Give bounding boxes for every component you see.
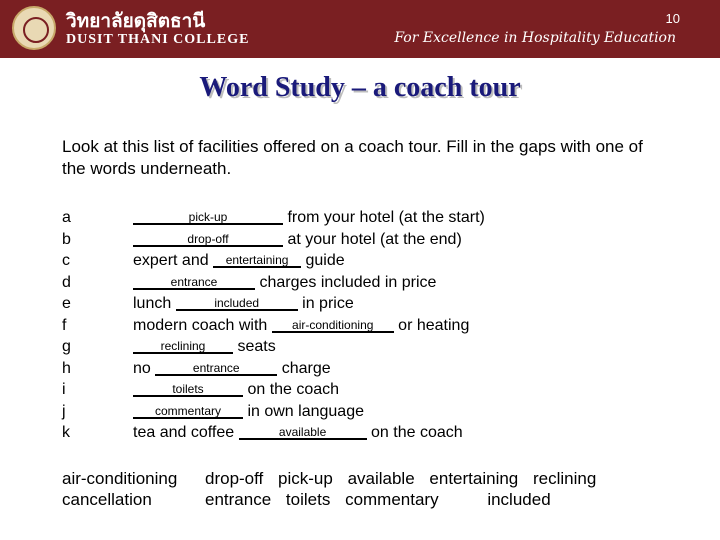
item-letter: g [62, 338, 71, 355]
item-text [133, 250, 345, 272]
header-banner [0, 0, 720, 58]
item-text [133, 336, 276, 358]
answer-text: toilets [172, 382, 204, 396]
answer-blank[interactable] [155, 358, 277, 376]
answer-blank[interactable] [133, 336, 233, 354]
answer-blank[interactable] [239, 422, 367, 440]
answer-text: entrance [170, 274, 218, 289]
answer-text: drop-off [187, 231, 229, 246]
item-after: charges included in price [255, 273, 437, 291]
item-text [133, 229, 462, 251]
answer-blank[interactable] [133, 401, 243, 419]
word-bank-word: entertaining [429, 469, 519, 488]
item-letter: h [62, 359, 71, 377]
instructions: Look at this list of facilities offered on a coach tour. Fill in the gaps with one of the words underneath. [62, 137, 643, 178]
college-name-thai: วิทยาลัยดุสิตธานี [66, 10, 206, 32]
item-letter: c [62, 252, 70, 269]
item-after: from your hotel (at the start) [283, 209, 485, 226]
page-title: Word Study – a coach tour [199, 72, 521, 103]
word-bank-line [205, 468, 606, 489]
college-seal-icon [12, 6, 56, 50]
word-bank-word: drop-off [205, 469, 264, 488]
word-bank-word: cancellation [62, 490, 152, 509]
answer-text: available [278, 425, 327, 439]
answer-blank[interactable] [133, 229, 283, 247]
answer-blank[interactable] [272, 315, 394, 333]
answer-blank[interactable] [213, 250, 301, 268]
answer-text: commentary [154, 403, 222, 418]
item-before: tea and coffee [133, 424, 239, 441]
item-letter: j [62, 402, 66, 420]
college-name: DUSIT THANI COLLEGE [66, 32, 250, 47]
word-bank-word: pick-up [278, 469, 333, 488]
slide-number: 10 [665, 11, 680, 26]
item-text [133, 315, 469, 337]
word-bank-line [205, 489, 606, 510]
item-before: expert and [133, 252, 214, 269]
item-after: charge [277, 359, 331, 377]
word-bank-word: included [487, 490, 551, 509]
item-text [133, 422, 463, 444]
item-after: guide [301, 252, 345, 269]
answer-text: reclining [160, 339, 206, 353]
answer-text: air-conditioning [292, 317, 374, 332]
item-after: at your hotel (at the end) [283, 230, 462, 248]
answer-text: entrance [192, 360, 240, 375]
word-bank-word: commentary [345, 490, 439, 509]
item-text [133, 272, 436, 294]
item-text [133, 207, 485, 229]
word-bank-word: air-conditioning [62, 469, 178, 488]
word-bank-word: available [347, 469, 415, 488]
item-after: or heating [393, 316, 470, 334]
item-before: lunch [133, 295, 176, 312]
answer-blank[interactable] [133, 207, 283, 225]
item-letter: b [62, 230, 71, 248]
word-bank-word: entrance [205, 490, 272, 509]
word-bank-left [62, 468, 177, 510]
word-bank-word: reclining [532, 469, 597, 488]
item-letter: i [62, 381, 66, 398]
item-text [133, 293, 354, 315]
item-after: seats [233, 338, 276, 355]
answer-blank[interactable] [133, 379, 243, 397]
item-text [133, 401, 364, 423]
answer-blank[interactable] [176, 293, 298, 311]
word-bank-word: toilets [285, 490, 331, 509]
item-after: in own language [243, 402, 364, 420]
item-before: no [133, 359, 156, 377]
answer-text: entertaining [225, 253, 289, 267]
answer-text: included [214, 296, 260, 310]
item-after: on the coach [243, 381, 340, 398]
tagline: For Excellence in Hospitality Education [394, 30, 676, 46]
answer-blank[interactable] [133, 272, 255, 290]
item-letter: d [62, 273, 71, 291]
answer-text: pick-up [188, 210, 228, 224]
item-letter: a [62, 209, 71, 226]
word-bank-right [205, 468, 606, 510]
item-letter: f [62, 316, 67, 334]
item-letter: e [62, 295, 71, 312]
item-letter: k [62, 424, 70, 441]
item-text [133, 379, 339, 401]
item-after: on the coach [366, 424, 463, 441]
word-bank-line [62, 468, 177, 489]
item-after: in price [297, 295, 354, 312]
word-bank-line [62, 489, 177, 510]
item-text [133, 358, 331, 380]
item-before: modern coach with [133, 316, 272, 334]
